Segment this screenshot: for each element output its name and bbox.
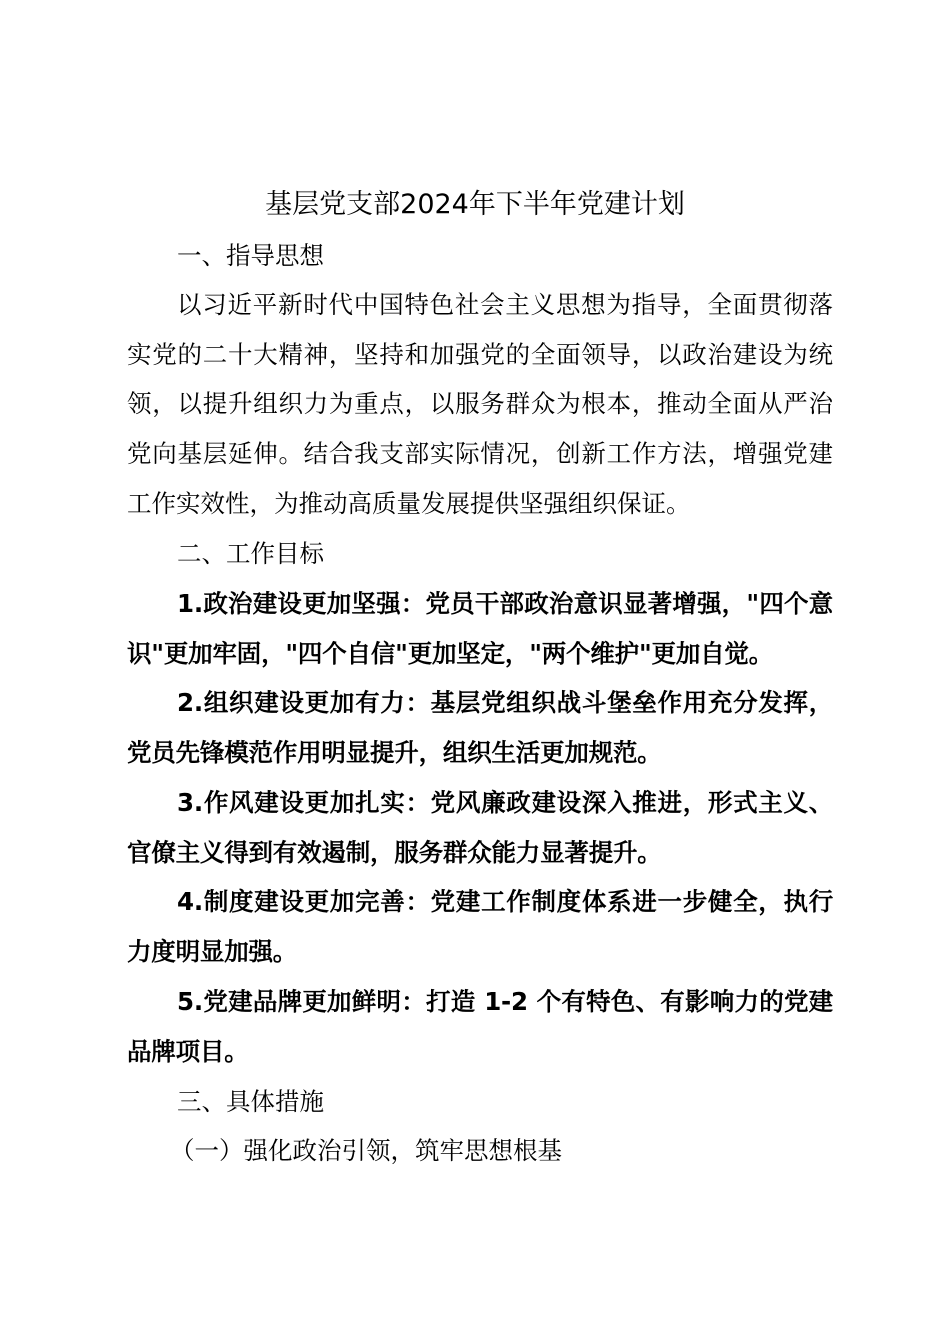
subsection-heading-political-guidance: （一）强化政治引领，筑牢思想根基 xyxy=(170,1136,562,1165)
document-title: 基层党支部2024年下半年党建计划 xyxy=(265,189,685,220)
goal-item-organizational xyxy=(127,678,833,777)
goal-text: 5.党建品牌更加鲜明：打造 1-2 个有特色、有影响力的党建品牌项目。 xyxy=(127,987,833,1066)
goal-item-brand xyxy=(127,977,833,1076)
section-heading-guiding-ideology: 一、指导思想 xyxy=(177,241,324,270)
goal-text: 3.作风建设更加扎实：党风廉政建设深入推进，形式主义、官僚主义得到有效遏制，服务群众能力显著提升。 xyxy=(127,788,833,867)
goal-item-political xyxy=(127,579,833,678)
goal-text: 1.政治建设更加坚强：党员干部政治意识显著增强，"四个意识"更加牢固，"四个自信"更加坚定，"两个维护"更加自觉。 xyxy=(127,589,833,668)
section-heading-work-goals: 二、工作目标 xyxy=(177,539,324,568)
goal-text: 2.组织建设更加有力：基层党组织战斗堡垒作用充分发挥，党员先锋模范作用明显提升，组织生活更加规范。 xyxy=(127,688,833,767)
paragraph-text: 以习近平新时代中国特色社会主义思想为指导，全面贯彻落实党的二十大精神，坚持和加强党的全面领导，以政治建设为统领，以提升组织力为重点，以服务群众为根本，推动全面从严治党向基层延伸。结合我支部实际情况，创新工作方法，增强党建工作实效性，为推动高质量发展提供坚强组织保证。 xyxy=(127,290,833,518)
goal-item-style xyxy=(127,778,833,877)
guiding-ideology-paragraph xyxy=(127,280,833,529)
goal-item-system xyxy=(127,877,833,976)
goal-text: 4.制度建设更加完善：党建工作制度体系进一步健全，执行力度明显加强。 xyxy=(127,887,833,966)
section-heading-specific-measures: 三、具体措施 xyxy=(177,1087,324,1116)
